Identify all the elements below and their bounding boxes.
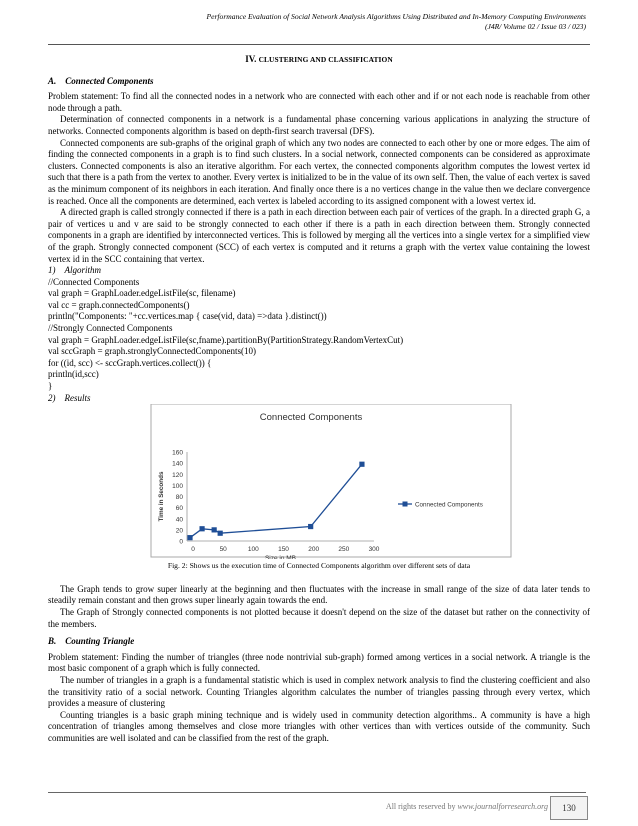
paragraph: Problem statement: To find all the connected nodes in a network who are connected with each other and if or not each node is reachable from other node through a path. bbox=[48, 91, 590, 113]
paragraph: The Graph tends to grow super linearly at the beginning and then fluctuates with the increase in small range of the size of data later tends to steadily remain constant and then grows super linearly again towards the end. bbox=[48, 583, 590, 606]
subsection-a-heading: A. Connected Components bbox=[48, 75, 154, 86]
chart-container bbox=[48, 404, 590, 559]
paragraph: The number of triangles in a graph is a fundamental statistic which is used in complex network analysis to find the clustering coefficient and also the transitivity ratio of a social network. Counting Triangles algorithm calculates the number of triangles passing through every vertex, which provides a measure of clustering bbox=[48, 674, 590, 709]
footer-rights-text: All rights reserved by bbox=[385, 802, 458, 811]
code-line: val sccGraph = graph.stronglyConnectedComponents(10) bbox=[48, 346, 257, 357]
code-line: val cc = graph.connectedComponents() bbox=[48, 299, 190, 310]
section-heading bbox=[48, 54, 590, 66]
code-line: for ((id, scc) <- sccGraph.vertices.collect()) { bbox=[48, 357, 212, 368]
legend-marker bbox=[403, 502, 408, 507]
paragraph: The Graph of Strongly connected components is not plotted because it doesn't depend on the size of the dataset but rather on the connectivity of the members. bbox=[48, 607, 590, 629]
code-line: } bbox=[48, 381, 53, 392]
code-line: val graph = GraphLoader.edgeListFile(sc,fname).partitionBy(PartitionStrategy.RandomVertexCut) bbox=[48, 334, 404, 345]
paragraph: Problem statement: Finding the number of triangles (three node nontrivial sub-graph) formed among vertices in a social network. A triangle is the most basic component of a graph which is fully connected. bbox=[48, 651, 590, 674]
subsection-b-heading: B. Counting Triangle bbox=[48, 636, 135, 647]
y-tick-label: 140 bbox=[172, 460, 183, 468]
section-number: IV. bbox=[245, 54, 257, 64]
code-block bbox=[48, 277, 590, 393]
data-point bbox=[308, 524, 313, 529]
code-line: println("Components: "+cc.vertices.map { case(vid, data) =>data }.distinct()) bbox=[48, 311, 327, 322]
code-line: //Connected Components bbox=[48, 276, 140, 287]
y-tick-label: 120 bbox=[172, 471, 183, 479]
x-tick-label: 100 bbox=[247, 546, 259, 554]
paragraph: Connected components are sub-graphs of the original graph of which any two nodes are connected to each other by one or more edges. The aim of finding the connected components in a graph is to find such clusters. In a social network, connected components can be considered as approximate clusters. Connected components is also an iterative algorithm. For each vertex, the connected components algorithm computes the lowest vertex id such that there is a path from the vertex to another. Every vertex is initialized to be in the value of its own self. Then, the value of each vertex is saved as the minimum component of its neighbors in each iteration. And finally once there is a no vertices change in the value then we declare convergence is reached. Once all the components are determined, each vertex is labeled according to its assigned component with a lowest vertex id. bbox=[48, 137, 590, 206]
x-tick-label: 0 bbox=[191, 546, 195, 554]
y-tick-label: 100 bbox=[172, 483, 183, 491]
y-axis-label: Time in Seconds bbox=[158, 471, 165, 522]
code-line: println(id,scc) bbox=[48, 369, 99, 380]
page-number: 130 bbox=[550, 796, 588, 820]
results-heading: 2) Results bbox=[48, 392, 91, 403]
header-rule bbox=[48, 44, 590, 45]
data-point bbox=[199, 526, 204, 531]
page-footer bbox=[0, 792, 638, 826]
y-tick-label: 60 bbox=[175, 505, 183, 513]
y-tick-label: 0 bbox=[179, 538, 183, 546]
running-header-issue: (J4R/ Volume 02 / Issue 03 / 023) bbox=[484, 22, 586, 31]
footer-rights bbox=[386, 802, 548, 811]
data-point bbox=[187, 535, 192, 540]
footer-rule bbox=[48, 792, 586, 793]
data-point bbox=[212, 527, 217, 532]
code-line: //Strongly Connected Components bbox=[48, 323, 173, 334]
y-tick-label: 20 bbox=[175, 527, 183, 535]
paragraph: Counting triangles is a basic graph mining technique and is widely used in community detection algorithms.. A community is have a high concentration of triangles among themselves and close more triangles with other vertices than with vertices outside of the community. Such communities are well isolated and can be classified from the rest of the graph. bbox=[48, 709, 590, 743]
y-tick-label: 40 bbox=[175, 516, 183, 524]
x-tick-label: 200 bbox=[308, 546, 320, 554]
figure-caption: Fig. 2: Shows us the execution time of Connected Components algorithm over different sets of data bbox=[167, 561, 471, 571]
x-tick-label: 150 bbox=[278, 546, 289, 554]
journal-link[interactable]: www.journalforresearch.org bbox=[457, 802, 548, 811]
code-line: val graph = GraphLoader.edgeListFile(sc, filename) bbox=[48, 288, 236, 299]
y-tick-label: 160 bbox=[172, 449, 183, 457]
paragraph: A directed graph is called strongly connected if there is a path in each direction between each pair of vertices of the graph. In a directed graph G, a pair of vertices u and v are said to be strongly connected to each other if there is a path in each direction between them. Strongly connected components in a graph are identified by interconnected vertices. This is followed by merging all the vertices into a single vertex for a simplified view of the graph. Strongly connected component (SCC) of each vertex is computed and it returns a graph with the vertex value containing the lowest vertex id in the SCC containing that vertex. bbox=[48, 207, 590, 264]
x-tick-label: 250 bbox=[338, 546, 350, 554]
running-header bbox=[46, 12, 586, 32]
legend-label: Connected Components bbox=[415, 501, 483, 509]
x-tick-label: 300 bbox=[368, 546, 380, 554]
x-tick-label: 50 bbox=[219, 546, 227, 554]
paragraph: Determination of connected components in a network is a fundamental phase concerning various applications in analyzing the structure of networks. Connected components algorithm is based on depth-first search traversal (DFS). bbox=[48, 114, 590, 136]
chart-title: Connected Components bbox=[259, 412, 363, 424]
data-point bbox=[218, 531, 223, 536]
running-header-title: Performance Evaluation of Social Network Analysis Algorithms Using Distributed and In-Memory Computing Environments bbox=[206, 12, 586, 21]
main-content bbox=[48, 54, 590, 745]
y-tick-label: 80 bbox=[175, 494, 183, 502]
x-axis-label: Size in MB bbox=[264, 555, 297, 560]
algorithm-heading: 1) Algorithm bbox=[48, 265, 101, 276]
connected-components-chart bbox=[48, 404, 590, 559]
data-point bbox=[359, 462, 364, 467]
section-title: CLUSTERING AND CLASSIFICATION bbox=[258, 55, 393, 64]
